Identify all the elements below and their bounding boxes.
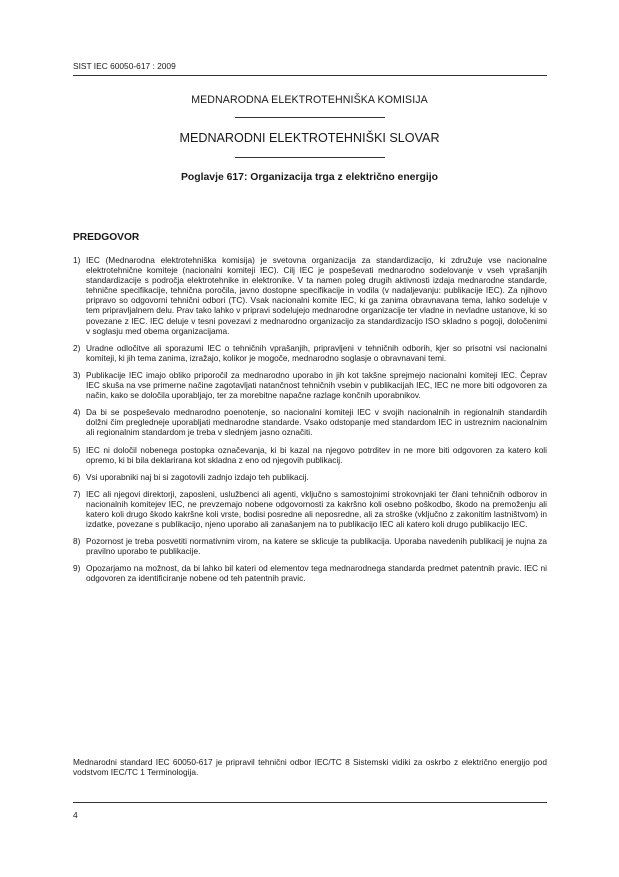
clause-text: IEC (Mednarodna elektrotehniška komisija) je svetovna organizacija za standardizacijo, ki združuje vse nacionalne elektrotehnične komiteje (nacionalni komiteji IEC). Cilj IEC je pospeševati mednarodno sodelovanje v vseh vprašanjih standardizacije s področja elektrotehnike in elektronike. V ta namen poleg drugih aktivnosti izdaja mednarodne standarde, tehnične specifikacije, tehnična poročila, javno dostopne specifikacije in vodila (v nadaljevanju: publikacije IEC). Za njihovo pripravo so odgovorni tehnični odbori (TC). Vsak nacionalni komite IEC, ki ga zanima obravnavana tema, lahko sodeluje v tem pripravljalnem delu. Prav tako lahko v pripravi sodelujejo mednarodne organizacije ter vladne in nevladne ustanove, ki so povezane z IEC. IEC deluje v tesni povezavi z mednarodno organizacijo za standardizacijo ISO skladno s pogoji, določenimi v soglasju med obema organizacijama.	[86, 255, 547, 336]
clause-text: Pozornost je treba posvetiti normativnim virom, na katere se sklicuje ta publikacija. Uporaba navedenih publikacij je nujna za pravilno uporabo te publikacije.	[86, 536, 547, 557]
foreword-clause	[73, 489, 547, 529]
clause-number: 5)	[73, 444, 81, 455]
foreword-clause	[73, 343, 547, 363]
clause-text: IEC ali njegovi direktorji, zaposleni, uslužbenci ali agenti, vključno s samostojnimi strokovnjaki ter člani tehničnih odborov in nacionalnih komitejev IEC, ne prevzemajo nobene odgovornosti za kakršno koli osebno poškodbo, škodo na premoženju ali katero koli drugo škodo kakršne koli vrste, bodisi posredne ali neposredne, ali za stroške (vključno z zakonitim lastništvom) in izdatke, povezane s publikacijo, njeno uporabo ali zanašanjem na to publikacijo IEC ali katero koli drugo publikacijo IEC.	[86, 488, 547, 530]
closing-paragraph: Mednarodni standard IEC 60050-617 je pripravil tehnični odbor IEC/TC 8 Sistemski vidiki za oskrbo z električno energijo pod vodstvom IEC/TC 1 Terminologija.	[73, 757, 547, 778]
clause-number: 9)	[73, 563, 81, 574]
clause-number: 8)	[73, 536, 81, 547]
clause-number: 4)	[73, 407, 81, 418]
foreword-clause	[73, 370, 547, 400]
clause-number: 1)	[73, 255, 81, 265]
page-number: 4	[73, 810, 78, 820]
header-divider	[73, 75, 547, 76]
clause-text: Da bi se pospeševalo mednarodno poenotenje, so nacionalni komiteji IEC v svojih nacionalnih in regionalnih standardih dolžni čim pregledneje uporabljati mednarodne standarde. Vsako odstopanje med standardom IEC in ustreznim nacionalnim ali regionalnim standardom je treba v slednjem jasno označiti.	[86, 407, 547, 438]
clause-text: IEC ni določil nobenega postopka označevanja, ki bi kazal na njegovo potrditev in ne more biti odgovoren za katero koli opremo, ki bi bila deklarirana kot skladna z eno od njegovih publikacij.	[86, 444, 547, 465]
title-divider-1	[235, 117, 385, 118]
foreword-clause	[73, 255, 547, 336]
clause-number: 2)	[73, 342, 81, 353]
foreword-clause	[73, 536, 547, 556]
clause-number: 7)	[73, 488, 81, 499]
document-id: SIST IEC 60050-617 : 2009	[73, 61, 176, 71]
foreword-clause	[73, 407, 547, 437]
foreword-clause	[73, 472, 547, 482]
clause-text: Opozarjamo na možnost, da bi lahko bil kateri od elementov tega mednarodnega standarda predmet patentnih pravic. IEC ni odgovoren za identificiranje nobene od teh patentnih pravic.	[86, 563, 547, 584]
clause-text: Vsi uporabniki naj bi si zagotovili zadnjo izdajo teh publikacij.	[86, 471, 309, 482]
footer-divider	[73, 802, 547, 803]
vocabulary-title: MEDNARODNI ELEKTROTEHNIŠKI SLOVAR	[179, 131, 440, 145]
foreword-clauses	[73, 255, 547, 591]
clause-text: Publikacije IEC imajo obliko priporočil za mednarodno uporabo in jih kot takšne sprejmejo nacionalni komiteji IEC. Čeprav IEC skuša na vse primerne načine zagotavljati natančnost tehničnih vsebin v publikacijah IEC, IEC ne more biti odgovoren za način, kako se določila uporabljajo, ter za morebitne napačne razlage končnih uporabnikov.	[86, 369, 547, 401]
foreword-heading: PREDGOVOR	[73, 232, 140, 243]
foreword-clause	[73, 445, 547, 465]
clause-text: Uradne odločitve ali sporazumi IEC o tehničnih vprašanjih, pripravljeni v tehničnih odborih, kjer so prisotni vsi nacionalni komiteji, ki jih tema zanima, izražajo, kolikor je mogoče, mednarodno soglasje o obravnavani temi.	[86, 342, 547, 363]
clause-number: 3)	[73, 369, 81, 380]
foreword-clause	[73, 563, 547, 583]
chapter-title: Poglavje 617: Organizacija trga z električno energijo	[181, 172, 438, 183]
organization-title: MEDNARODNA ELEKTROTEHNIŠKA KOMISIJA	[191, 94, 428, 106]
title-divider-2	[235, 157, 385, 158]
clause-number: 6)	[73, 471, 81, 482]
